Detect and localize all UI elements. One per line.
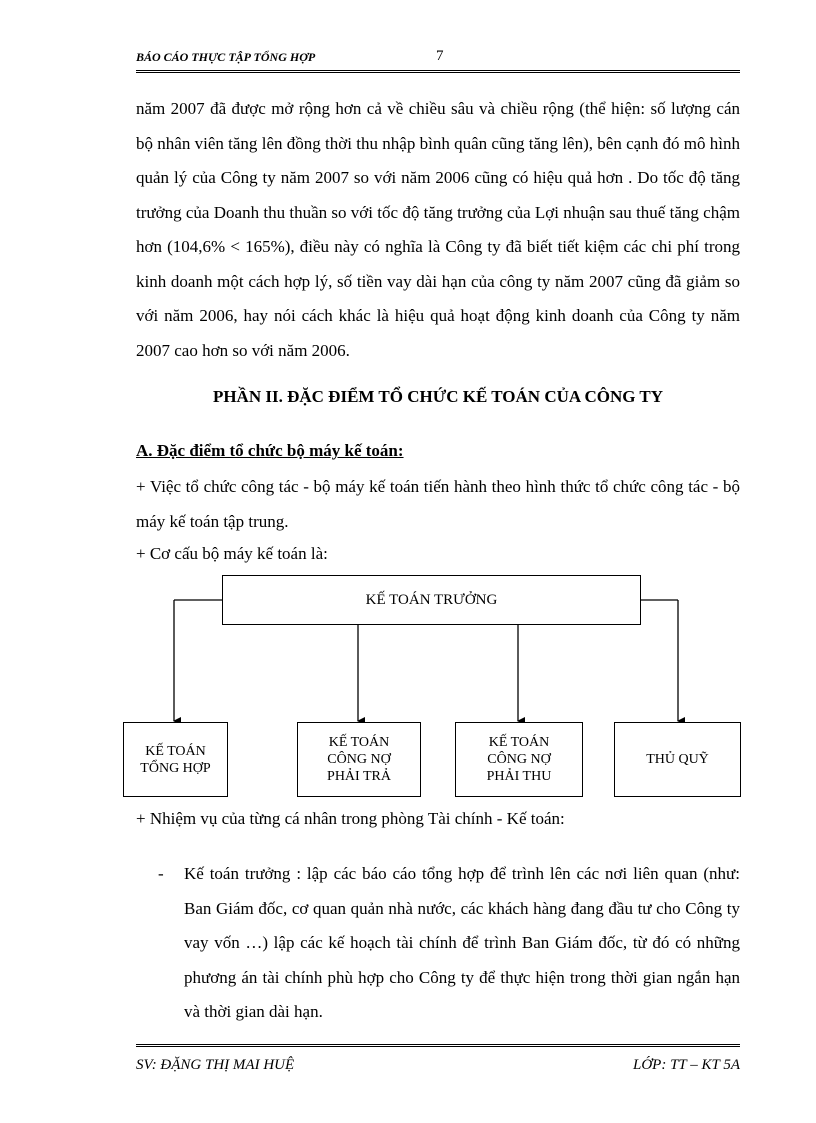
general-accountant-box	[123, 722, 228, 797]
student-name: SV: ĐẶNG THỊ MAI HUỆ	[136, 1057, 295, 1073]
cashier-label: THỦ QUỸ	[646, 752, 709, 767]
header-divider	[136, 70, 740, 73]
payables-accountant-label: KẾ TOÁN CÔNG NỢ PHẢI TRẢ	[327, 735, 391, 784]
page-header	[136, 46, 740, 76]
page-footer	[136, 1044, 740, 1084]
chief-accountant-label: KẾ TOÁN TRƯỞNG	[365, 591, 498, 608]
part-heading: PHẦN II. ĐẶC ĐIỂM TỔ CHỨC KẾ TOÁN CỦA CÔNG TY	[212, 387, 664, 406]
duties-paragraph: + Nhiệm vụ của từng cá nhân trong phòng Tài chính - Kế toán:	[136, 809, 565, 828]
page-number: 7	[436, 48, 444, 64]
section-a-heading: A. Đặc điểm tổ chức bộ máy kế toán:	[136, 441, 404, 460]
chief-accountant-box	[222, 575, 641, 625]
report-title: BÁO CÁO THỰC TẬP TỔNG HỢP	[136, 50, 316, 64]
list-bullet: -	[158, 864, 164, 883]
class-name: LỚP: TT – KT 5A	[633, 1057, 740, 1073]
payables-accountant-box	[297, 722, 421, 797]
receivables-accountant-box	[455, 722, 583, 797]
footer-divider	[136, 1044, 740, 1047]
general-accountant-label: KẾ TOÁN TỔNG HỢP	[140, 743, 211, 776]
structure-paragraph: + Cơ cấu bộ máy kế toán là:	[136, 544, 328, 563]
cashier-box	[614, 722, 741, 797]
organization-paragraph: + Việc tổ chức công tác - bộ máy kế toán tiến hành theo hình thức tổ chức công tác - bộ máy kế toán tập trung.	[136, 477, 740, 531]
chief-duty-paragraph: Kế toán trưởng : lập các báo cáo tổng hợp để trình lên các nơi liên quan (như: Ban Giám đốc, cơ quan quản nhà nước, các khách hàng đang đầu tư cho Công ty vay vốn …) lập các kế hoạch tài chính để trình Ban Giám đốc, từ đó có những phương án tài chính phù hợp cho Công ty để thực hiện trong thời gian ngắn hạn và thời gian dài hạn.	[184, 864, 740, 1021]
receivables-accountant-label: KẾ TOÁN CÔNG NỢ PHẢI THU	[486, 735, 552, 784]
intro-paragraph: năm 2007 đã được mở rộng hơn cả về chiều sâu và chiều rộng (thể hiện: số lượng cán bộ nhân viên tăng lên đồng thời thu nhập bình quân cũng tăng lên), bên cạnh đó mô hình quản lý của Công ty năm 2007 so với năm 2006 cũng có hiệu quả hơn . Do tốc độ tăng trưởng của Doanh thu thuần so với tốc độ tăng trưởng của Lợi nhuận sau thuế tăng chậm hơn (104,6% < 165%), điều này có nghĩa là Công ty đã biết tiết kiệm các chi phí trong kinh doanh một cách hợp lý, số tiền vay dài hạn của công ty năm 2007 cũng đã giảm so với năm 2006, hay nói cách khác là hiệu quả hoạt động kinh doanh của Công ty năm 2007 cao hơn so với năm 2006.	[136, 99, 740, 360]
